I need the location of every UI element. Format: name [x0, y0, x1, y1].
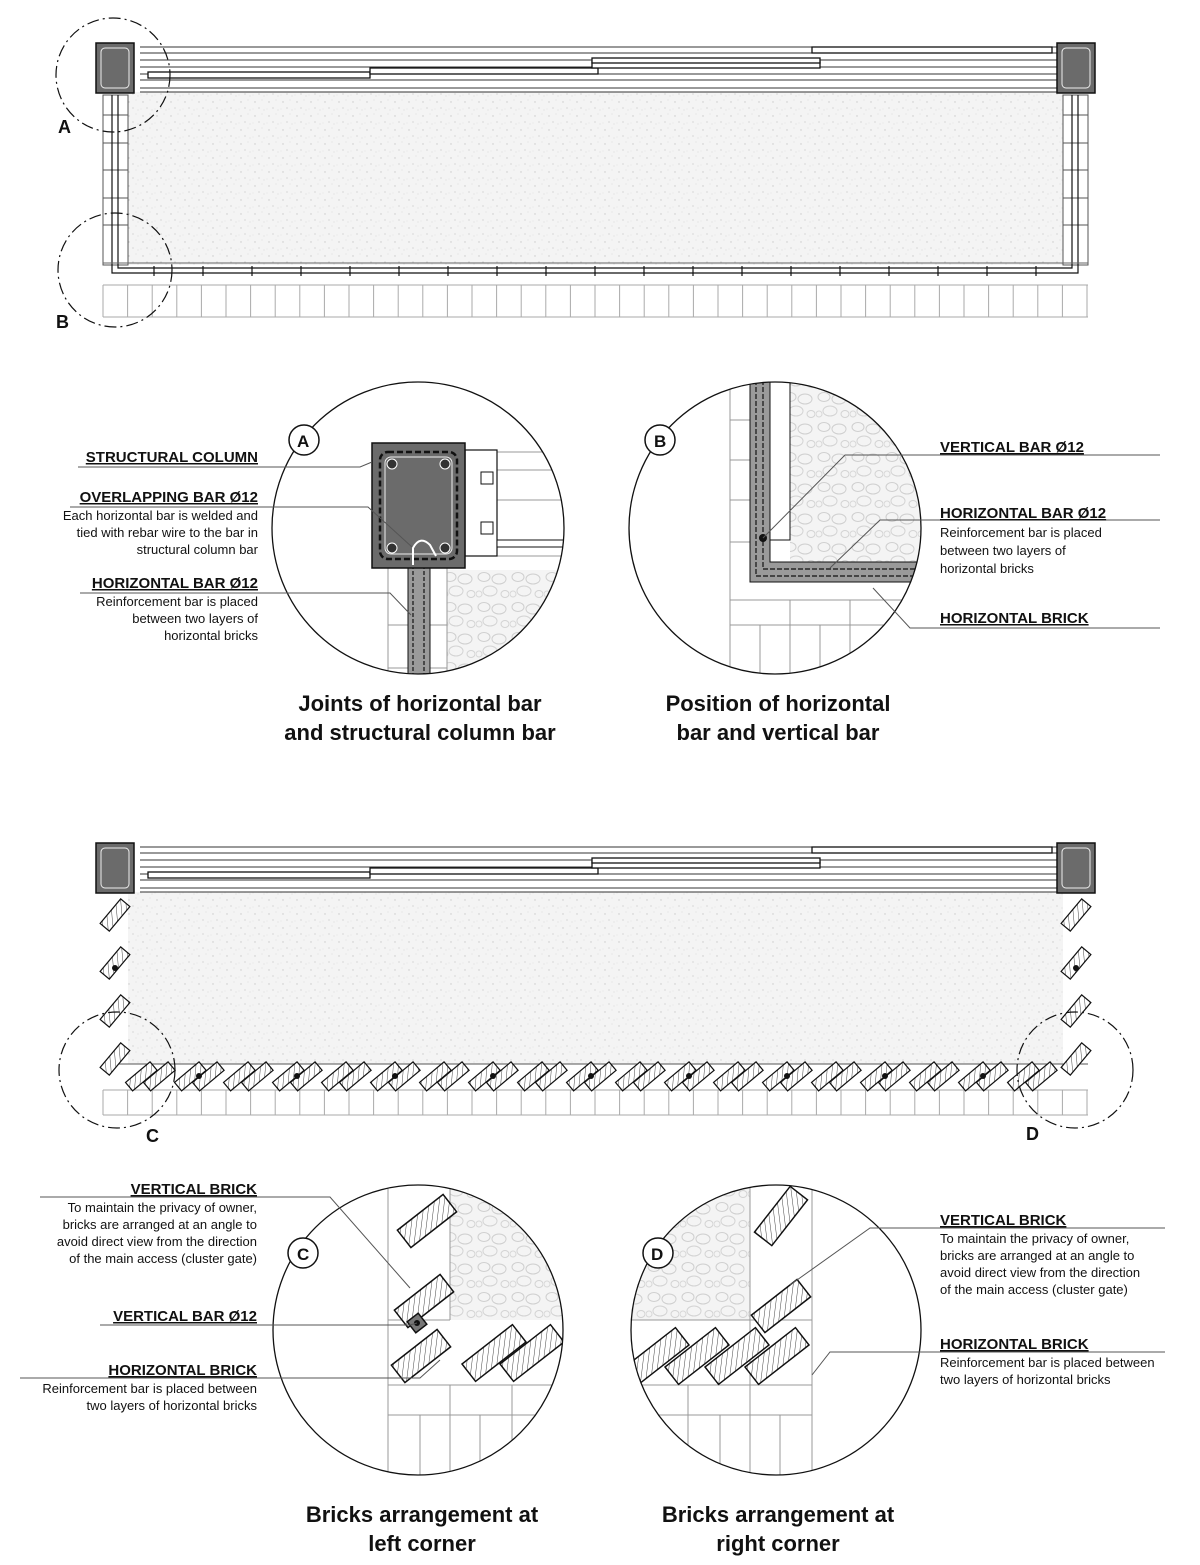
detail-c-fill	[450, 1180, 580, 1320]
detail-a-tag: A	[297, 432, 310, 451]
detail-d-note-hb-1: Reinforcement bar is placed between	[940, 1355, 1155, 1370]
detail-a-note-horizontal-2: between two layers of	[132, 611, 258, 626]
top-rails	[140, 47, 1058, 92]
detail-b-note-2: between two layers of	[940, 543, 1066, 558]
detail-a-label-horizontal-bar: HORIZONTAL BAR Ø12	[91, 575, 258, 592]
vertical-bar-dot	[980, 1073, 986, 1079]
detail-d-note-vb-1: To maintain the privacy of owner,	[940, 1231, 1130, 1246]
detail-c-note-vb-4: of the main access (cluster gate)	[69, 1251, 257, 1266]
angled-brick	[100, 899, 130, 931]
detail-a-label-overlapping-bar: OVERLAPPING BAR Ø12	[79, 489, 258, 506]
vertical-bar-dot	[686, 1073, 692, 1079]
detail-d-label-horizontal-brick: HORIZONTAL BRICK	[940, 1336, 1089, 1353]
callout-mark-d: D	[1026, 1124, 1039, 1144]
vertical-bar-dot	[1073, 965, 1079, 971]
bar-band-vertical	[408, 565, 430, 695]
angled-brick	[100, 947, 130, 979]
bottom-plan-view	[59, 843, 1133, 1146]
vertical-bar-dot	[196, 1073, 202, 1079]
callout-mark-c: C	[146, 1126, 159, 1146]
detail-b-tag: B	[654, 432, 667, 451]
top-plan-view	[56, 18, 1095, 332]
column-left	[96, 43, 134, 93]
detail-b-note-3: horizontal bricks	[940, 561, 1034, 576]
detail-a-note-overlapping-1: Each horizontal bar is welded and	[62, 508, 258, 523]
detail-b	[629, 380, 1160, 745]
detail-b-caption-1: Position of horizontal	[665, 691, 891, 716]
detail-c-note-vb-2: bricks are arranged at an angle to	[62, 1217, 257, 1232]
detail-c-note-vb-1: To maintain the privacy of owner,	[67, 1200, 257, 1215]
rail-box	[465, 450, 497, 556]
vertical-bar-dot	[588, 1073, 594, 1079]
detail-c	[20, 1180, 580, 1556]
angled-horizontal-bricks	[126, 1062, 1058, 1091]
detail-b-label-horizontal-bar: HORIZONTAL BAR Ø12	[940, 505, 1107, 522]
angled-brick	[1061, 1043, 1091, 1075]
angled-brick	[1061, 947, 1091, 979]
detail-c-note-hb-1: Reinforcement bar is placed between	[42, 1381, 257, 1396]
detail-d	[620, 1180, 1165, 1556]
vertical-bar-dot	[490, 1073, 496, 1079]
detail-c-caption-2: left corner	[368, 1531, 476, 1556]
callout-mark-a: A	[58, 117, 71, 137]
detail-b-label-horizontal-brick: HORIZONTAL BRICK	[940, 610, 1089, 627]
detail-a-fill	[447, 570, 607, 690]
column-right-2	[1057, 843, 1095, 893]
column-right	[1057, 43, 1095, 93]
detail-d-caption-2: right corner	[716, 1531, 840, 1556]
detail-c-note-vb-3: avoid direct view from the direction	[56, 1234, 257, 1249]
overlapping-bars-2	[148, 847, 1052, 878]
vertical-bar-dot	[112, 965, 118, 971]
detail-a-caption-2: and structural column bar	[284, 720, 556, 745]
detail-d-tag: D	[651, 1245, 664, 1264]
detail-c-tag: C	[297, 1245, 310, 1264]
callout-mark-b: B	[56, 312, 69, 332]
detail-c-caption-1: Bricks arrangement at	[305, 1502, 539, 1527]
brick-course-grid	[103, 285, 1088, 317]
detail-d-note-vb-4: of the main access (cluster gate)	[940, 1282, 1128, 1297]
vertical-bar-dot	[392, 1073, 398, 1079]
angled-brick	[100, 1043, 130, 1075]
detail-b-fill	[790, 380, 930, 565]
detail-d-label-vertical-brick: VERTICAL BRICK	[940, 1212, 1067, 1229]
vertical-bar-dot	[784, 1073, 790, 1079]
detail-c-label-horizontal-brick: HORIZONTAL BRICK	[108, 1362, 257, 1379]
detail-c-label-vertical-bar: VERTICAL BAR Ø12	[113, 1308, 257, 1325]
detail-d-note-vb-3: avoid direct view from the direction	[940, 1265, 1141, 1280]
brick-course-grid-2	[103, 1090, 1088, 1115]
callout-circle-b	[58, 213, 172, 327]
detail-a-note-horizontal-1: Reinforcement bar is placed	[96, 594, 258, 609]
angled-brick	[1061, 899, 1091, 931]
vertical-bar-dot	[882, 1073, 888, 1079]
overlapping-bars	[148, 47, 1052, 78]
detail-c-note-hb-2: two layers of horizontal bricks	[86, 1398, 257, 1413]
detail-d-caption-1: Bricks arrangement at	[661, 1502, 895, 1527]
top-rails-2	[140, 847, 1058, 892]
detail-d-fill	[620, 1180, 750, 1320]
detail-a-column	[372, 443, 465, 568]
detail-a-note-overlapping-3: structural column bar	[136, 542, 258, 557]
detail-a-note-overlapping-2: tied with rebar wire to the bar in	[76, 525, 258, 540]
detail-b-label-vertical-bar: VERTICAL BAR Ø12	[940, 439, 1084, 456]
vertical-bar-dot	[294, 1073, 300, 1079]
detail-b-note-1: Reinforcement bar is placed	[940, 525, 1102, 540]
detail-c-label-vertical-brick: VERTICAL BRICK	[130, 1181, 257, 1198]
angled-brick	[100, 995, 130, 1027]
detail-a	[63, 382, 607, 745]
detail-a-label-structural-column: STRUCTURAL COLUMN	[85, 449, 258, 466]
detail-b-caption-2: bar and vertical bar	[676, 720, 880, 745]
detail-d-note-vb-2: bricks are arranged at an angle to	[940, 1248, 1135, 1263]
floor-fill-2	[128, 892, 1063, 1064]
angled-brick	[1061, 995, 1091, 1027]
detail-a-caption-1: Joints of horizontal bar	[298, 691, 542, 716]
detail-d-note-hb-2: two layers of horizontal bricks	[940, 1372, 1111, 1387]
detail-a-note-horizontal-3: horizontal bricks	[164, 628, 258, 643]
column-left-2	[96, 843, 134, 893]
floor-fill	[128, 92, 1063, 265]
